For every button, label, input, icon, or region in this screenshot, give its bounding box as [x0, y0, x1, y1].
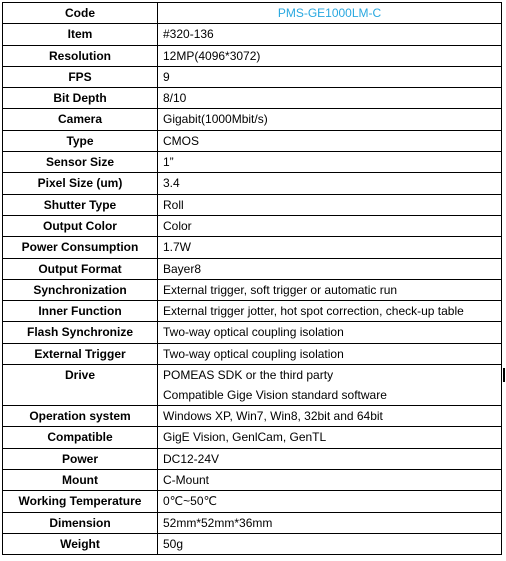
row-value: Roll — [158, 194, 502, 215]
table-row — [3, 152, 502, 173]
row-label: Code — [3, 3, 158, 24]
row-value: External trigger, soft trigger or automatic run — [158, 279, 502, 300]
row-label: Pixel Size (um) — [3, 173, 158, 194]
drive-line: Compatible Gige Vision standard software — [163, 388, 387, 403]
row-value: External trigger jotter, hot spot correction, check-up table — [158, 301, 502, 322]
row-label: Output Format — [3, 258, 158, 279]
table-row — [3, 301, 502, 322]
row-label: Drive — [3, 365, 158, 406]
row-value: Two-way optical coupling isolation — [158, 322, 502, 343]
row-label: Power — [3, 448, 158, 469]
row-label: Compatible — [3, 427, 158, 448]
table-row — [3, 130, 502, 151]
row-value: 52mm*52mm*36mm — [158, 512, 502, 533]
row-value: Gigabit(1000Mbit/s) — [158, 109, 502, 130]
table-row — [3, 88, 502, 109]
row-label: Mount — [3, 469, 158, 490]
table-row — [3, 109, 502, 130]
table-row — [3, 237, 502, 258]
row-label: Working Temperature — [3, 491, 158, 512]
table-row — [3, 173, 502, 194]
table-row — [3, 343, 502, 364]
table-row — [3, 533, 502, 554]
drive-value — [158, 365, 502, 406]
table-row — [3, 512, 502, 533]
row-value: 1.7W — [158, 237, 502, 258]
row-value: DC12-24V — [158, 448, 502, 469]
edge-mark — [503, 368, 505, 382]
table-row-code — [3, 3, 502, 24]
row-value: 9 — [158, 66, 502, 87]
row-value: 1” — [158, 152, 502, 173]
table-row — [3, 406, 502, 427]
row-value: Windows XP, Win7, Win8, 32bit and 64bit — [158, 406, 502, 427]
row-value: 12MP(4096*3072) — [158, 45, 502, 66]
table-row — [3, 279, 502, 300]
row-label: Camera — [3, 109, 158, 130]
table-row — [3, 258, 502, 279]
row-label: FPS — [3, 66, 158, 87]
table-row-drive — [3, 365, 502, 406]
row-label: Weight — [3, 533, 158, 554]
row-value: Color — [158, 215, 502, 236]
row-value: 0℃~50℃ — [158, 491, 502, 512]
row-label: Dimension — [3, 512, 158, 533]
table-row — [3, 427, 502, 448]
table-row — [3, 215, 502, 236]
row-label: Operation system — [3, 406, 158, 427]
table-row — [3, 448, 502, 469]
row-value: C-Mount — [158, 469, 502, 490]
row-value: Two-way optical coupling isolation — [158, 343, 502, 364]
row-label: Inner Function — [3, 301, 158, 322]
table-row — [3, 491, 502, 512]
model-code-value: PMS-GE1000LM-C — [158, 3, 502, 24]
row-value: 8/10 — [158, 88, 502, 109]
spec-table — [2, 2, 502, 555]
table-row — [3, 66, 502, 87]
row-label: Output Color — [3, 215, 158, 236]
row-value: #320-136 — [158, 24, 502, 45]
row-label: Flash Synchronize — [3, 322, 158, 343]
row-value: Bayer8 — [158, 258, 502, 279]
row-value: CMOS — [158, 130, 502, 151]
table-row — [3, 24, 502, 45]
row-label: Synchronization — [3, 279, 158, 300]
drive-line: POMEAS SDK or the third party — [163, 368, 334, 383]
row-label: External Trigger — [3, 343, 158, 364]
row-label: Sensor Size — [3, 152, 158, 173]
row-label: Power Consumption — [3, 237, 158, 258]
row-value: 50g — [158, 533, 502, 554]
table-row — [3, 194, 502, 215]
row-label: Bit Depth — [3, 88, 158, 109]
table-row — [3, 45, 502, 66]
row-label: Shutter Type — [3, 194, 158, 215]
table-row — [3, 469, 502, 490]
row-label: Item — [3, 24, 158, 45]
table-row — [3, 322, 502, 343]
row-value: GigE Vision, GenlCam, GenTL — [158, 427, 502, 448]
row-value: 3.4 — [158, 173, 502, 194]
row-label: Resolution — [3, 45, 158, 66]
row-label: Type — [3, 130, 158, 151]
